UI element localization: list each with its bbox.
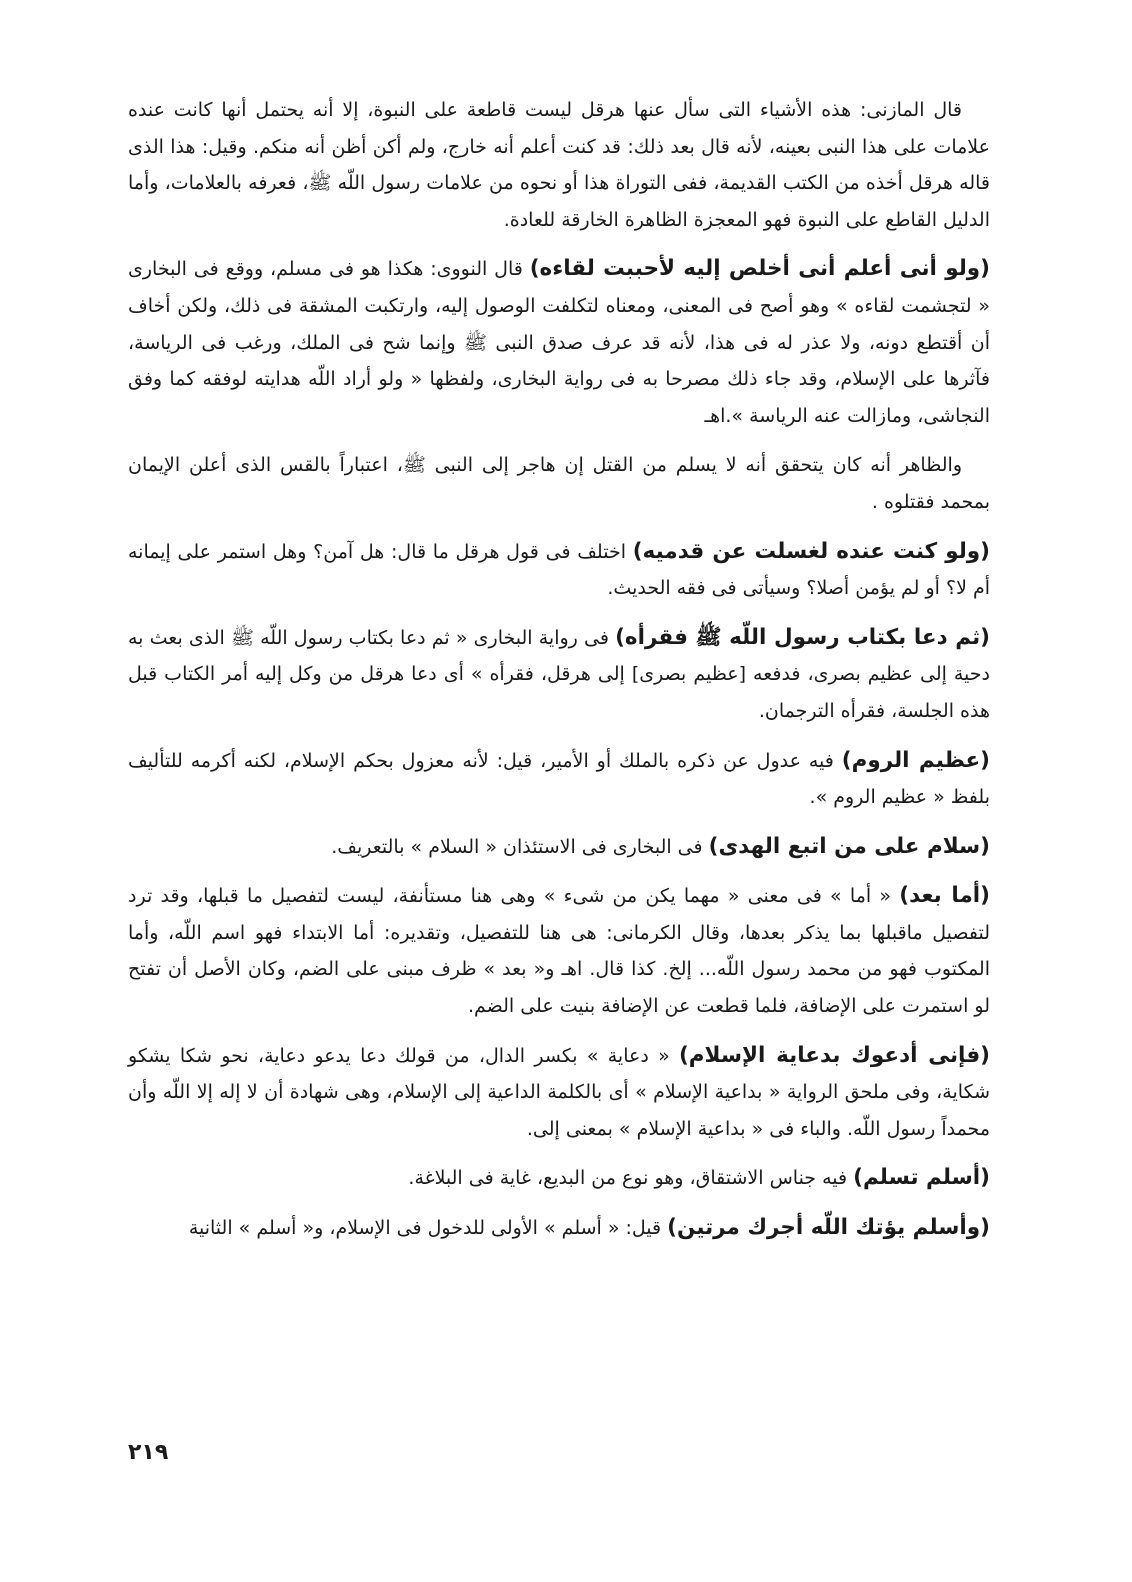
paragraph-6-text: فيه عدول عن ذكره بالملك أو الأمير، قيل: لأنه معزول بحكم الإسلام، لكنه أكرمه للتأليف بلفظ « عظيم الروم ».	[128, 749, 990, 809]
paragraph-11	[128, 1210, 990, 1247]
paragraph-9	[128, 1038, 990, 1148]
page-body	[128, 92, 990, 1260]
paragraph-10	[128, 1160, 990, 1197]
paragraph-10-lead: (أسلم تسلم)	[853, 1165, 990, 1191]
paragraph-5-lead: (ثم دعا بكتاب رسول اللّه ﷺ فقرأه)	[615, 624, 991, 650]
paragraph-7-text: فى البخارى فى الاستئذان « السلام » بالتعريف.	[331, 835, 709, 858]
paragraph-5	[128, 620, 990, 730]
paragraph-9-text: « دعاية » بكسر الدال، من قولك دعا يدعو دعاية، نحو شكا يشكو شكاية، وفى ملحق الرواية « بداعية الإسلام » أى بالكلمة الداعية إلى الإسلام، وهى شهادة أن لا إله إلا اللّه وأن محمداً رسول اللّه. والباء فى « بداعية الإسلام » بمعنى إلى.	[128, 1044, 990, 1140]
paragraph-11-text: قيل: « أسلم » الأولى للدخول فى الإسلام، و« أسلم » الثانية	[188, 1217, 668, 1240]
paragraph-8-lead: (أما بعد)	[899, 883, 990, 909]
paragraph-3	[128, 447, 990, 520]
paragraph-6-lead: (عظيم الروم)	[841, 747, 990, 773]
paragraph-5-text: فى رواية البخارى « ثم دعا بكتاب رسول اللّه ﷺ الذى بعث به دحية إلى عظيم بصرى، فدفعه [عظيم بصرى] إلى هرقل، فقرأه » أى دعا هرقل من وكل إليه أمر الكتاب قبل هذه الجلسة، فقرأه الترجمان.	[128, 626, 990, 722]
paragraph-4	[128, 534, 990, 607]
paragraph-4-text: اختلف فى قول هرقل ما قال: هل آمن؟ وهل استمر على إيمانه أم لا؟ أو لم يؤمن أصلا؟ وسيأتى فى فقه الحديث.	[128, 540, 990, 600]
paragraph-3-text: والظاهر أنه كان يتحقق أنه لا يسلم من القتل إن هاجر إلى النبى ﷺ، اعتباراً بالقس الذى أعلن الإيمان بمحمد فقتلوه .	[128, 454, 990, 513]
paragraph-4-lead: (ولو كنت عنده لغسلت عن قدميه)	[632, 538, 991, 564]
paragraph-2-text: قال النووى: هكذا هو فى مسلم، ووقع فى البخارى « لتجشمت لقاءه » وهو أصح فى المعنى، ومعناه لتكلفت الوصول إليه، وارتكبت المشقة فى ذلك، ولكن أخاف أن أقتطع دونه، ولا عذر له فى هذا، لأنه قد عرف صدق النبى ﷺ وإنما شح فى الملك، ورغب فى الرياسة، فآثرها على الإسلام، وقد جاء ذلك مصرحا به فى رواية البخارى، ولفظها « ولو أراد اللّه هدايته لوفقه كما وفق النجاشى، ومازالت عنه الرياسة ».اهـ	[128, 258, 990, 427]
page-number: ٢١٩	[128, 1440, 169, 1465]
paragraph-2	[128, 251, 990, 434]
paragraph-9-lead: (فإنى أدعوك بدعاية الإسلام)	[678, 1042, 990, 1068]
paragraph-1-text: قال المازنى: هذه الأشياء التى سأل عنها هرقل ليست قاطعة على النبوة، إلا أنه يحتمل أنها كانت عنده علامات على هذا النبى بعينه، لأنه قال بعد ذلك: قد كنت أعلم أنه خارج، ولم أكن أظن أنه منكم. وقيل: هذا الذى قاله هرقل أخذه من الكتب القديمة، ففى التوراة هذا أو نحوه من علامات رسول اللّه ﷺ، فعرفه بالعلامات، وأما الدليل القاطع على النبوة فهو المعجزة الظاهرة الخارقة للعادة.	[128, 99, 990, 231]
paragraph-11-lead: (وأسلم يؤتك اللّه أجرك مرتين)	[667, 1215, 990, 1241]
paragraph-2-lead: (ولو أنى أعلم أنى أخلص إليه لأحببت لقاءه)	[529, 256, 990, 282]
paragraph-1	[128, 92, 990, 238]
paragraph-7-lead: (سلام على من اتبع الهدى)	[708, 833, 990, 859]
paragraph-8	[128, 878, 990, 1024]
paragraph-8-text: « أما » فى معنى « مهما يكن من شىء » وهى هنا مستأنفة، ليست لتفصيل ما قبلها، وقد ترد لتفصيل ماقبلها بما يذكر بعدها، وقال الكرمانى: هى هنا للتفصيل، وتقديره: أما الابتداء فهو اسم اللّه، وأما المكتوب فهو من محمد رسول اللّه... إلخ. كذا قال. اهـ و« بعد » ظرف مبنى على الضم، وكان الأصل أن تفتح لو استمرت على الإضافة، فلما قطعت عن الإضافة بنيت على الضم.	[128, 885, 990, 1018]
paragraph-7	[128, 829, 990, 866]
paragraph-6	[128, 743, 990, 816]
paragraph-10-text: فيه جناس الاشتقاق، وهو نوع من البديع، غاية فى البلاغة.	[408, 1167, 854, 1190]
